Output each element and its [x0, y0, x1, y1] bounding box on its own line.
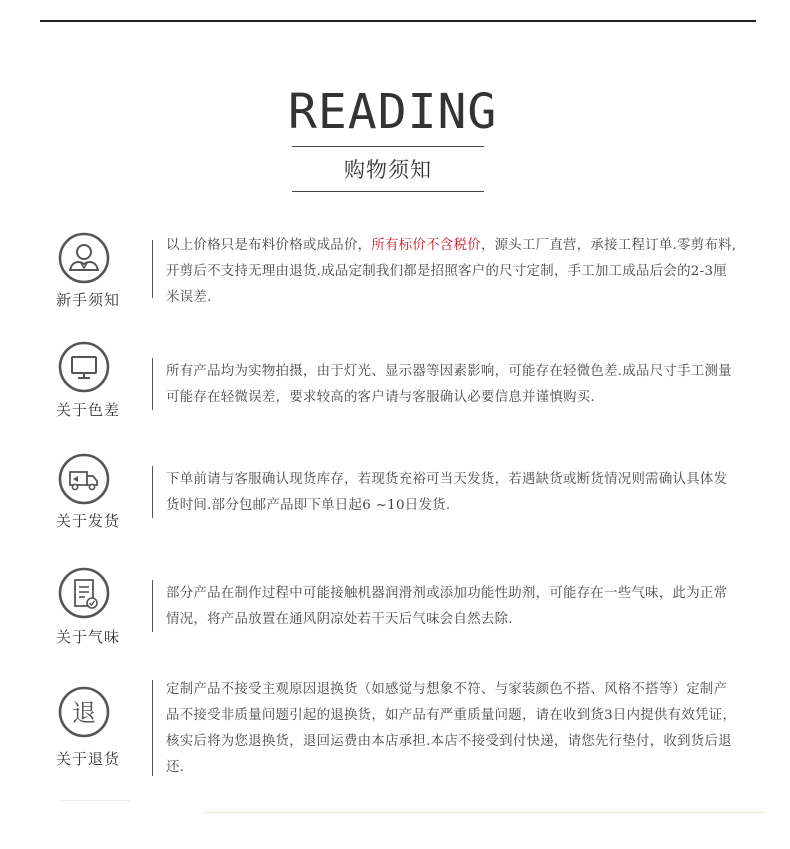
text-part: 以上价格只是布料价格或成品价， [166, 238, 372, 253]
user-icon [57, 231, 111, 285]
section-label: 关于气味 [55, 628, 120, 646]
title-chinese: 购物须知 [344, 158, 432, 182]
title-rule-top [292, 146, 484, 147]
monitor-icon [57, 340, 111, 394]
bottom-fade-line [60, 800, 130, 801]
title-english: READING [288, 84, 498, 140]
text-part: 源头工厂直营，承接工程订单.零剪布料,开剪后不支持无理由退货.成品定制我们都是招照客户的尺寸定制，手工加工成品后会的2-3厘米误差. [166, 238, 737, 305]
section-divider [152, 680, 153, 776]
section-divider [152, 580, 153, 632]
document-check-icon [57, 566, 111, 620]
reading-header [0, 0, 790, 200]
section-text: 部分产品在制作过程中可能接触机器润滑剂或添加功能性助剂，可能存在一些气味，此为正常情况，将产品放置在通风阴凉处若干天后气味会自然去除. [166, 586, 728, 627]
return-icon [57, 685, 111, 739]
section-text: 下单前请与客服确认现货库存，若现货充裕可当天发货，若遇缺货或断货情况则需确认具体发货时间.部分包邮产品即下单日起6 ~10日发货. [166, 472, 728, 513]
section-label: 关于色差 [55, 401, 120, 419]
bottom-dotted-divider [205, 812, 765, 813]
section-text: 所有产品均为实物拍摄，由于灯光、显示器等因素影响，可能存在轻微色差.成品尺寸手工测量可能存在轻微误差，要求较高的客户请与客服确认必要信息并谨慎购买. [166, 364, 732, 405]
section-divider [152, 240, 153, 298]
section-label: 关于发货 [55, 512, 120, 530]
tax-notice-highlight: 所有标价不含税价， [371, 238, 495, 253]
section-divider [152, 466, 153, 518]
section-divider [152, 358, 153, 410]
return-glyph: 退 [72, 699, 96, 727]
title-rule-bottom [292, 191, 484, 192]
section-label: 关于退货 [55, 750, 120, 768]
delivery-truck-icon [57, 452, 111, 506]
section-text: 定制产品不接受主观原因退换货（如感觉与想象不符、与家装颜色不搭、风格不搭等）定制产品不接受非质量问题引起的退换货，如产品有严重质量问题，请在收到货3日内提供有效凭证，核实后将为您退换货，退回运费由本店承担.本店不接受到付快递，请您先行垫付，收到货后退还. [166, 682, 737, 775]
section-text [166, 233, 738, 311]
section-label: 新手须知 [55, 291, 120, 309]
